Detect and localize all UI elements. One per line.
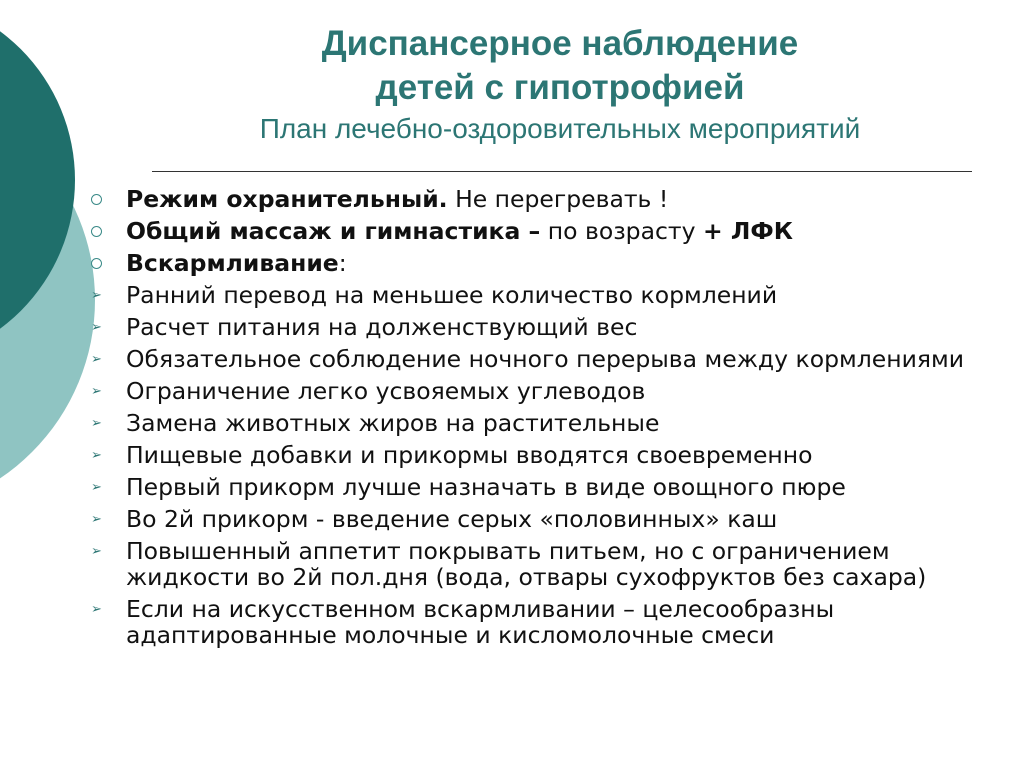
arrow-bullet-icon: ➢ <box>91 352 102 367</box>
item-bold-text: Вскармливание <box>126 249 339 277</box>
slide-title-line-1: Диспансерное наблюдение <box>321 24 799 63</box>
list-item <box>88 538 1008 590</box>
item-text: : <box>338 249 347 277</box>
list-item <box>88 410 1008 436</box>
list-item <box>88 314 1008 340</box>
title-divider <box>152 171 972 172</box>
item-text: Если на искусственном вскармливании – целесообразны адаптированные молочные и кисломолочные смеси <box>126 595 835 649</box>
arrow-bullet-icon: ➢ <box>91 320 102 335</box>
item-bold-text: Режим охранительный. <box>126 185 448 213</box>
circle-bullet-icon <box>88 186 118 212</box>
list-item <box>88 378 1008 404</box>
list-item <box>88 442 1008 468</box>
item-text: Не перегревать ! <box>447 185 669 213</box>
arrow-bullet-icon: ➢ <box>91 544 102 559</box>
list-item <box>88 250 1008 276</box>
item-text: Повышенный аппетит покрывать питьем, но с ограничением жидкости во 2й пол.дня (вода, отвары сухофруктов без сахара) <box>126 537 927 591</box>
circle-bullet-icon <box>88 250 118 276</box>
arrow-bullet-icon: ➢ <box>91 512 102 527</box>
item-text: Первый прикорм лучше назначать в виде овощного пюре <box>126 473 846 501</box>
circle-bullet-icon <box>88 218 118 244</box>
title-block <box>150 22 970 148</box>
item-bold-text: Общий массаж и гимнастика – <box>126 217 541 245</box>
slide-title-line-2: детей с гипотрофией <box>375 68 745 107</box>
item-text: Во 2й прикорм - введение серых «половинных» каш <box>126 505 778 533</box>
list-item <box>88 218 1008 244</box>
bullet-list <box>88 186 1008 654</box>
slide-subtitle: План лечебно-оздоровительных мероприятий <box>259 113 861 144</box>
item-text: Обязательное соблюдение ночного перерыва между кормлениями <box>126 345 964 373</box>
list-item <box>88 282 1008 308</box>
list-item <box>88 596 1008 648</box>
list-item <box>88 506 1008 532</box>
item-bold-text: + ЛФК <box>703 217 793 245</box>
list-item <box>88 346 1008 372</box>
arrow-bullet-icon: ➢ <box>91 602 102 617</box>
arrow-bullet-icon: ➢ <box>91 288 102 303</box>
item-text: Расчет питания на долженствующий вес <box>126 313 638 341</box>
item-text: Ограничение легко усвояемых углеводов <box>126 377 646 405</box>
list-item <box>88 474 1008 500</box>
arrow-bullet-icon: ➢ <box>91 416 102 431</box>
arrow-bullet-icon: ➢ <box>91 480 102 495</box>
item-text: Пищевые добавки и прикормы вводятся своевременно <box>126 441 813 469</box>
arrow-bullet-icon: ➢ <box>91 448 102 463</box>
arrow-bullet-icon: ➢ <box>91 384 102 399</box>
item-text: Ранний перевод на меньшее количество кормлений <box>126 281 778 309</box>
list-item <box>88 186 1008 212</box>
item-text: по возрасту <box>540 217 703 245</box>
item-text: Замена животных жиров на растительные <box>126 409 660 437</box>
